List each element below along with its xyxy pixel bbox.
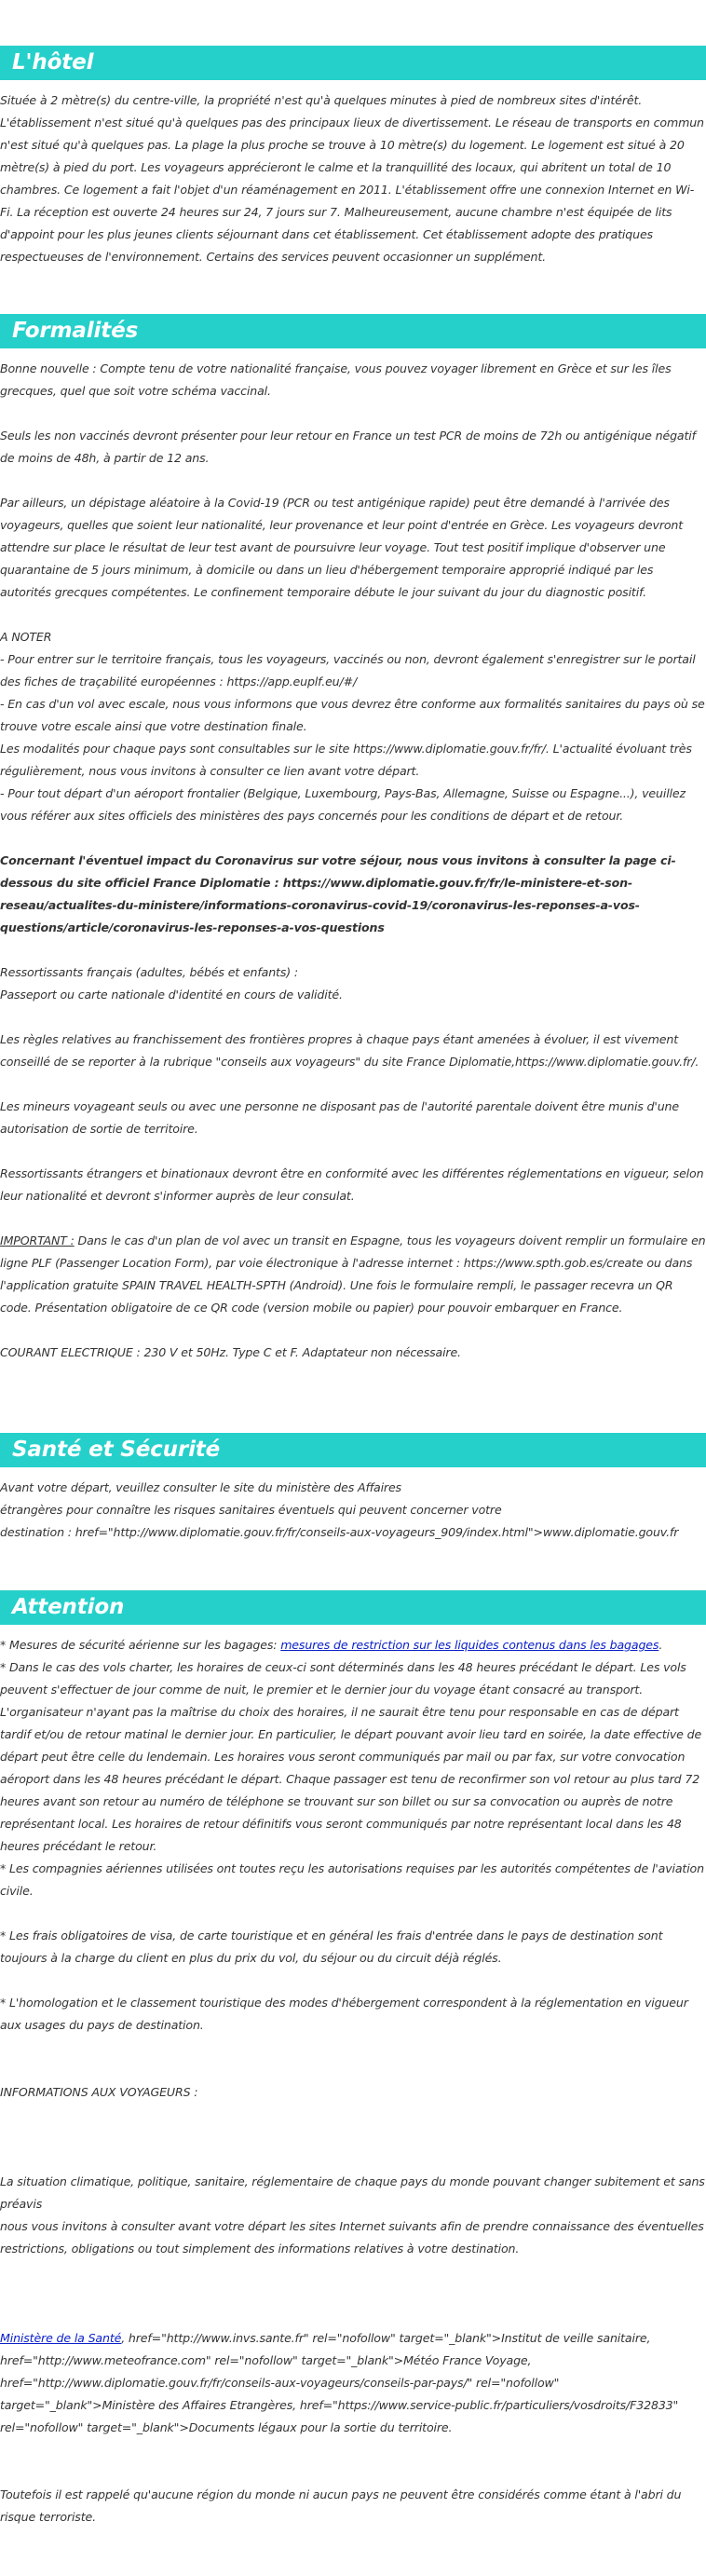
sites-references-text: , href="http://www.invs.sante.fr" rel="nofollow" target="_blank">Institut de veille sanitaire, href="http://www.meteofrance.com" rel="nofollow" target="_blank">Météo France Voyage, href="http://www.diplomatie.gouv.fr/fr/conseils-aux-voyageurs/conseils-par-pays/" rel="nofollow" target="_blank">Ministère des Affaires Etrangères, href="https://www.service-public.fr/particuliers/vosdroits/F32833" rel="nofollow" target="_blank">Documents légaux pour la sortie du territoire. (0, 2331, 679, 2434)
mineurs-notice: Les mineurs voyageant seuls ou avec une personne ne disposant pas de l'autorité parentale doivent être munis d'une autorisation de sortie de territoire. (0, 1099, 679, 1136)
regles-frontieres: Les règles relatives au franchissement des frontières propres à chaque pays étant amenées à évoluer, il est vivement conseillé de se reporter à la rubrique "conseils aux voyageurs" du site France Diplomatie,https://www.diplomatie.gouv.fr/. (0, 1032, 699, 1069)
sites-references (0, 2327, 706, 2439)
mesures-suffix: . (658, 1638, 663, 1652)
homologation: * L'homologation et le classement touristique des modes d'hébergement correspondent à la réglementation en vigueur aux usages du pays de destination. (0, 1996, 688, 2032)
formalites-depistage: Par ailleurs, un dépistage aléatoire à la Covid-19 (PCR ou test antigénique rapide) peut être demandé à l'arrivée des voyageurs, quelles que soient leur nationalité, leur provenance et leur point d'entrée en Grèce. Les voyageurs devront attendre sur place le résultat de leur test avant de poursuivre leur voyage. Tout test positif implique d'observer une quarantaine de 5 jours minimum, à domicile ou dans un lieu d'hébergement temporaire approprié indiqué par les autorités grecques compétentes. Le confinement temporaire débute le jour suivant du jour du diagnostic positif. (0, 496, 684, 599)
noter-item: - Pour entrer sur le territoire français, tous les voyageurs, vaccinés ou non, devront également s'enregistrer sur le portail des fiches de traçabilité européennes : https://app.euplf.eu/#/ (0, 652, 696, 688)
sante-header: Santé et Sécurité (0, 1433, 706, 1467)
situation-line: nous vous invitons à consulter avant votre départ les sites Internet suivants afin de prendre connaissance des éventuelles restrictions, obligations ou tout simplement des informations relatives à votre destination. (0, 2219, 704, 2256)
noter-item: - Pour tout départ d'un aéroport frontalier (Belgique, Luxembourg, Pays-Bas, Allemagne, Suisse ou Espagne...), veuillez vous référer aux sites officiels des ministères des pays concernés pour les conditions de départ et de retour. (0, 786, 686, 823)
hotel-header: L'hôtel (0, 46, 706, 80)
informations-voyageurs: INFORMATIONS AUX VOYAGEURS : (0, 2085, 198, 2099)
formalites-header: Formalités (0, 314, 706, 348)
ministere-sante-link[interactable]: Ministère de la Santé (0, 2331, 122, 2345)
mesures-bagages (0, 1634, 706, 1656)
etrangers-notice: Ressortissants étrangers et binationaux devront être en conformité avec les différentes réglementations en vigueur, selon leur nationalité et devront s'informer auprès de leur consulat. (0, 1166, 704, 1203)
important-label: IMPORTANT : (0, 1233, 75, 1247)
ressortissants-title: Ressortissants français (adultes, bébés et enfants) : (0, 965, 298, 979)
important-text: Dans le cas d'un plan de vol avec un transit en Espagne, tous les voyageurs doivent remplir un formulaire en ligne PLF (Passenger Location Form), par voie électronique à l'adresse internet : https://www.spth.gob.es/create ou dans l'application gratuite SPAIN TRAVEL HEALTH-SPTH (Android). Une fois le formulaire rempli, le passager recevra un QR code. Présentation obligatoire de ce QR code (version mobile ou papier) pour pouvoir embarquer en France. (0, 1233, 706, 1315)
sante-line: étrangères pour connaître les risques sanitaires éventuels qui peuvent concerner votre (0, 1503, 502, 1517)
sante-line: Avant votre départ, veuillez consulter le site du ministère des Affaires (0, 1480, 401, 1494)
sante-line: destination : href="http://www.diplomatie.gouv.fr/fr/conseils-aux-voyageurs_909/index.html">www.diplomatie.gouv.fr (0, 1525, 679, 1539)
noter-title: A NOTER (0, 630, 52, 644)
formalites-retour: Seuls les non vaccinés devront présenter pour leur retour en France un test PCR de moins de 72h ou antigénique négatif de moins de 48h, à partir de 12 ans. (0, 429, 696, 465)
sante-section (0, 1433, 706, 1544)
noter-item: Les modalités pour chaque pays sont consultables sur le site https://www.diplomatie.gouv.fr/fr/. L'actualité évoluant très régulièrement, nous vous invitons à consulter ce lien avant votre départ. (0, 742, 692, 778)
restrictions-liquides-link[interactable]: mesures de restriction sur les liquides contenus dans les bagages (280, 1638, 659, 1652)
terrorisme-notice: Toutefois il est rappelé qu'aucune région du monde ni aucun pays ne peuvent être considérés comme étant à l'abri du risque terroriste. (0, 2487, 682, 2524)
frais-obligatoires: * Les frais obligatoires de visa, de carte touristique et en général les frais d'entrée dans le pays de destination sont toujours à la charge du client en plus du prix du vol, du séjour ou du circuit déjà réglés. (0, 1929, 663, 1965)
formalites-vaccination: Bonne nouvelle : Compte tenu de votre nationalité française, vous pouvez voyager librement en Grèce et sur les îles grecques, quel que soit votre schéma vaccinal. (0, 361, 672, 398)
hotel-description: Située à 2 mètre(s) du centre-ville, la propriété n'est qu'à quelques minutes à pied de nombreux sites d'intérêt. L'établissement n'est situé qu'à quelques pas des principaux lieux de divertissement. Le réseau de transports en commun n'est situé qu'à quelques pas. La plage la plus proche se trouve à 10 mètre(s) du logement. Le logement est situé à 20 mètre(s) à pied du port. Les voyageurs apprécieront le calme et la tranquillité des locaux, qui abritent un total de 10 chambres. Ce logement a fait l'objet d'un réaménagement en 2011. L'établissement offre une connexion Internet en Wi-Fi. La réception est ouverte 24 heures sur 24, 7 jours sur 7. Malheureusement, aucune chambre n'est équipée de lits d'appoint pour les plus jeunes clients séjournant dans cet établissement. Cet établissement adopte des pratiques respectueuses de l'environnement. Certains des services peuvent occasionner un supplément. (0, 93, 704, 264)
noter-item: - En cas d'un vol avec escale, nous vous informons que vous devrez être conforme aux formalités sanitaires du pays où se trouve votre escale ainsi que votre destination finale. (0, 697, 705, 733)
courant-electrique: COURANT ELECTRIQUE : 230 V et 50Hz. Type C et F. Adaptateur non nécessaire. (0, 1345, 461, 1359)
coronavirus-notice (0, 850, 706, 939)
attention-section (0, 1590, 706, 2528)
compagnies-aeriennes: * Les compagnies aériennes utilisées ont toutes reçu les autorisations requises par les autorités compétentes de l'aviation civile. (0, 1861, 704, 1898)
hotel-section (0, 46, 706, 268)
mesures-prefix: * Mesures de sécurité aérienne sur les bagages: (0, 1638, 281, 1652)
important-notice (0, 1230, 706, 1319)
situation-line: La situation climatique, politique, sanitaire, réglementaire de chaque pays du monde pouvant changer subitement et sans préavis (0, 2174, 705, 2211)
ressortissants-docs: Passeport ou carte nationale d'identité en cours de validité. (0, 988, 343, 1002)
coronavirus-notice-text: Concernant l'éventuel impact du Coronavirus sur votre séjour, nous vous invitons à consulter la page ci-dessous du site officiel France Diplomatie : https://www.diplomatie.gouv.fr/fr/le-ministere-et-son-reseau/actualites-du-ministere/informations-coronavirus-covid-19/coronavirus-les-reponses-a-vos-questions/article/coronavirus-les-reponses-a-vos-questions (0, 853, 676, 934)
formalites-section (0, 314, 706, 1364)
vols-charter: * Dans le cas des vols charter, les horaires de ceux-ci sont déterminés dans les 48 heures précédant le départ. Les vols peuvent s'effectuer de jour comme de nuit, le premier et le dernier jour du voyage étant consacré au transport. L'organisateur n'ayant pas la maîtrise du choix des horaires, il ne saurait être tenu pour responsable en cas de départ tardif et/ou de retour matinal le dernier jour. En particulier, le départ pouvant avoir lieu tard en soirée, la date effective de départ peut être celle du lendemain. Les horaires vous seront communiqués par mail ou par fax, sur votre convocation aéroport dans les 48 heures précédant le départ. Chaque passager est tenu de reconfirmer son vol retour au plus tard 72 heures avant son retour au numéro de téléphone se trouvant sur son billet ou sur sa convocation ou auprès de notre représentant local. Les horaires de retour définitifs vous seront communiqués par notre représentant local dans les 48 heures précédant le retour. (0, 1660, 702, 1853)
attention-header: Attention (0, 1590, 706, 1625)
